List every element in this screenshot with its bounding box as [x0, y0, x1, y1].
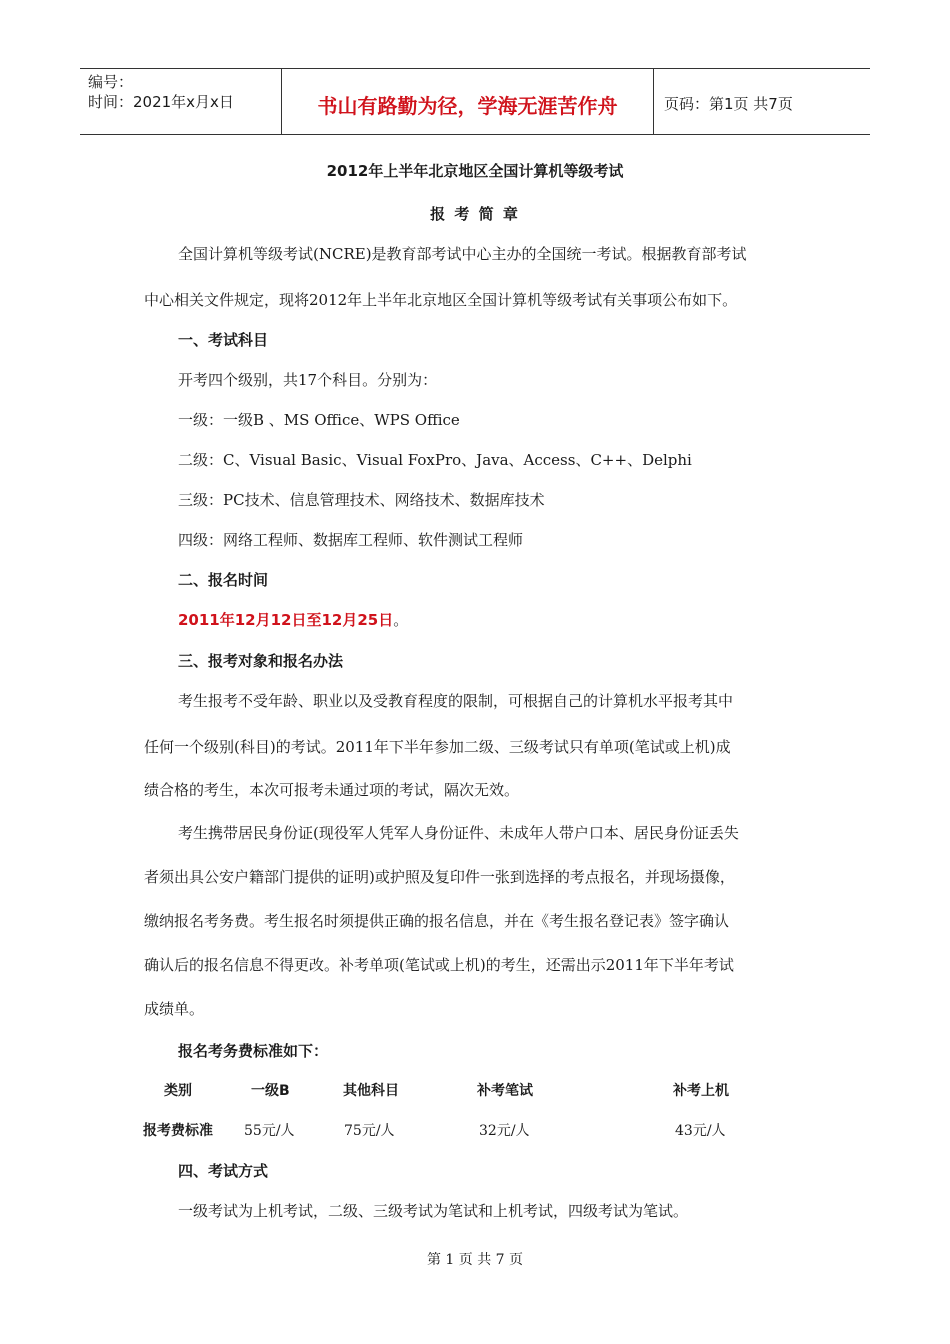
registration-date-line: [178, 609, 408, 630]
section-4-line-1: 一级考试为上机考试，二级、三级考试为笔试和上机考试，四级考试为笔试。: [178, 1202, 689, 1220]
fee-header-makeup-computer: 补考上机: [673, 1083, 729, 1099]
header-motto: 书山有路勤为径，学海无涯苦作舟: [282, 69, 654, 134]
header-page-label: 页码：第1页 共7页: [664, 95, 793, 113]
intro-line-2: 中心相关文件规定，现将2012年上半年北京地区全国计算机等级考试有关事项公布如下。: [144, 291, 738, 309]
registration-date-end: 。: [393, 611, 409, 629]
time-label: 时间：2021年x月x日: [88, 93, 234, 111]
section-3-p2-line-2: 者须出具公安户籍部门提供的证明)或护照及复印件一张到选择的考点报名，并现场摄像，: [144, 868, 735, 886]
fee-header-category: 类别: [164, 1083, 192, 1099]
intro-line-1: 全国计算机等级考试(NCRE)是教育部考试中心主办的全国统一考试。根据教育部考试: [178, 245, 747, 263]
fee-row-label: 报考费标准: [143, 1123, 213, 1139]
document-subtitle: 报 考 简 章: [430, 205, 520, 223]
header-meta: [80, 69, 282, 134]
section-3-p2-line-4: 确认后的报名信息不得更改。补考单项(笔试或上机)的考生，还需出示2011年下半年考试: [144, 956, 734, 974]
section-1-heading: 一、考试科目: [178, 331, 269, 349]
section-3-p1-line-3: 绩合格的考生，本次可报考未通过项的考试，隔次无效。: [144, 781, 520, 799]
section-3-p1-line-2: 任何一个级别(科目)的考试。2011年下半年参加二级、三级考试只有单项(笔试或上机)成: [144, 738, 731, 756]
section-3-p1-line-1: 考生报考不受年龄、职业以及受教育程度的限制，可根据自己的计算机水平报考其中: [178, 692, 734, 710]
section-4-heading: 四、考试方式: [178, 1162, 269, 1180]
section-3-p2-line-1: 考生携带居民身份证(现役军人凭军人身份证件、未成年人带户口本、居民身份证丢失: [178, 824, 739, 842]
level-2-subjects: 二级：C、Visual Basic、Visual FoxPro、Java、Access、C++、Delphi: [178, 451, 692, 469]
fee-header-level1b: 一级B: [251, 1083, 290, 1099]
fee-value-level1b: 55元/人: [244, 1123, 295, 1139]
section-3-p2-line-5: 成绩单。: [144, 1000, 205, 1018]
page-header: [80, 68, 870, 135]
fee-header-makeup-written: 补考笔试: [477, 1083, 533, 1099]
fee-heading: 报名考务费标准如下：: [178, 1042, 329, 1060]
section-2-heading: 二、报名时间: [178, 571, 269, 589]
fee-value-other: 75元/人: [344, 1123, 395, 1139]
page-footer: 第 1 页 共 7 页: [426, 1252, 524, 1268]
level-1-subjects: 一级：一级B 、MS Office、WPS Office: [178, 411, 460, 429]
document-title: 2012年上半年北京地区全国计算机等级考试: [326, 162, 624, 180]
level-4-subjects: 四级：网络工程师、数据库工程师、软件测试工程师: [178, 531, 524, 549]
fee-header-other: 其他科目: [343, 1083, 399, 1099]
section-3-heading: 三、报考对象和报名办法: [178, 652, 344, 670]
number-label: 编号：: [88, 73, 134, 91]
fee-value-makeup-written: 32元/人: [479, 1123, 530, 1139]
registration-date: 2011年12月12日至12月25日: [178, 611, 394, 629]
section-3-p2-line-3: 缴纳报名考务费。考生报名时须提供正确的报名信息，并在《考生报名登记表》签字确认: [144, 912, 730, 930]
section-1-line-1: 开考四个级别，共17个科目。分别为：: [178, 371, 438, 389]
level-3-subjects: 三级：PC技术、信息管理技术、网络技术、数据库技术: [178, 491, 545, 509]
fee-value-makeup-computer: 43元/人: [675, 1123, 726, 1139]
